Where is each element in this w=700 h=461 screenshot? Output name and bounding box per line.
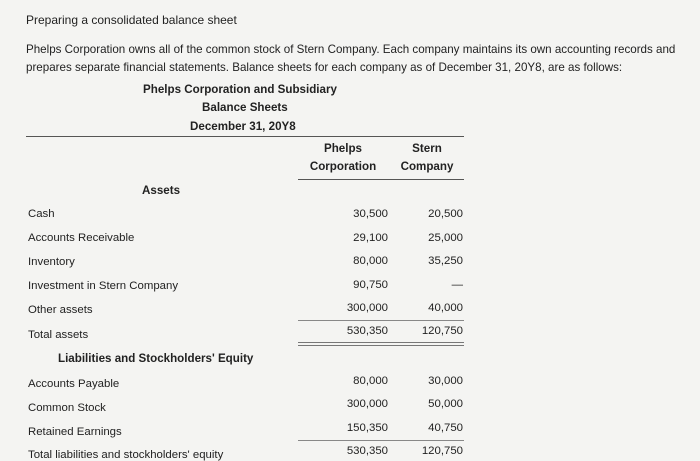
phelps-value: 80,000 [353, 255, 388, 267]
row-label: Investment in Stern Company [28, 280, 179, 292]
stern-value: 50,000 [428, 398, 463, 410]
row-label: Retained Earnings [28, 426, 122, 438]
stern-value: — [451, 279, 463, 291]
intro-paragraph: Phelps Corporation owns all of the common stock of Stern Company. Each company maintains its own accounting records and prepares separate financial statements. Balance sheets for each company as of December 31, 20Y8, are as follows: [26, 43, 676, 74]
subtotal-rule [298, 440, 464, 441]
row-label: Accounts Payable [28, 378, 120, 390]
stern-value: 20,500 [428, 208, 463, 220]
stern-value: 30,000 [428, 375, 463, 387]
col-header-phelps-2: Corporation [309, 160, 377, 173]
col-header-stern-2: Company [400, 160, 454, 173]
stern-value: 120,750 [421, 445, 463, 457]
stern-value: 120,750 [421, 325, 463, 337]
row-label: Accounts Receivable [28, 232, 135, 244]
phelps-value: 530,350 [346, 325, 388, 337]
double-underline [298, 342, 464, 346]
subtotal-rule [298, 320, 464, 321]
phelps-value: 300,000 [346, 302, 388, 314]
stern-value: 25,000 [428, 232, 463, 244]
row-label: Total liabilities and stockholders' equity [28, 449, 224, 461]
row-label: Other assets [28, 304, 93, 316]
column-header-rule [298, 179, 464, 180]
row-label: Total assets [28, 329, 89, 341]
phelps-value: 80,000 [353, 375, 388, 387]
stern-value: 40,750 [428, 422, 463, 434]
section-assets: Assets [142, 184, 181, 197]
row-label: Common Stock [28, 402, 106, 414]
phelps-value: 90,750 [353, 279, 388, 291]
statement-heading-title: Balance Sheets [202, 101, 288, 114]
statement-heading-date: December 31, 20Y8 [190, 120, 296, 133]
statement-heading-company: Phelps Corporation and Subsidiary [143, 83, 337, 96]
phelps-value: 150,350 [346, 422, 388, 434]
heading-rule [26, 136, 464, 137]
phelps-value: 530,350 [346, 445, 388, 457]
phelps-value: 300,000 [346, 398, 388, 410]
stern-value: 35,250 [428, 255, 463, 267]
section-liabilities: Liabilities and Stockholders' Equity [58, 352, 254, 365]
phelps-value: 30,500 [353, 208, 388, 220]
col-header-phelps-1: Phelps [323, 142, 362, 155]
phelps-value: 29,100 [353, 232, 388, 244]
row-label: Inventory [28, 256, 75, 268]
page-title: Preparing a consolidated balance sheet [26, 13, 237, 27]
row-label: Cash [28, 208, 55, 220]
stern-value: 40,000 [428, 302, 463, 314]
col-header-stern-1: Stern [412, 142, 442, 155]
